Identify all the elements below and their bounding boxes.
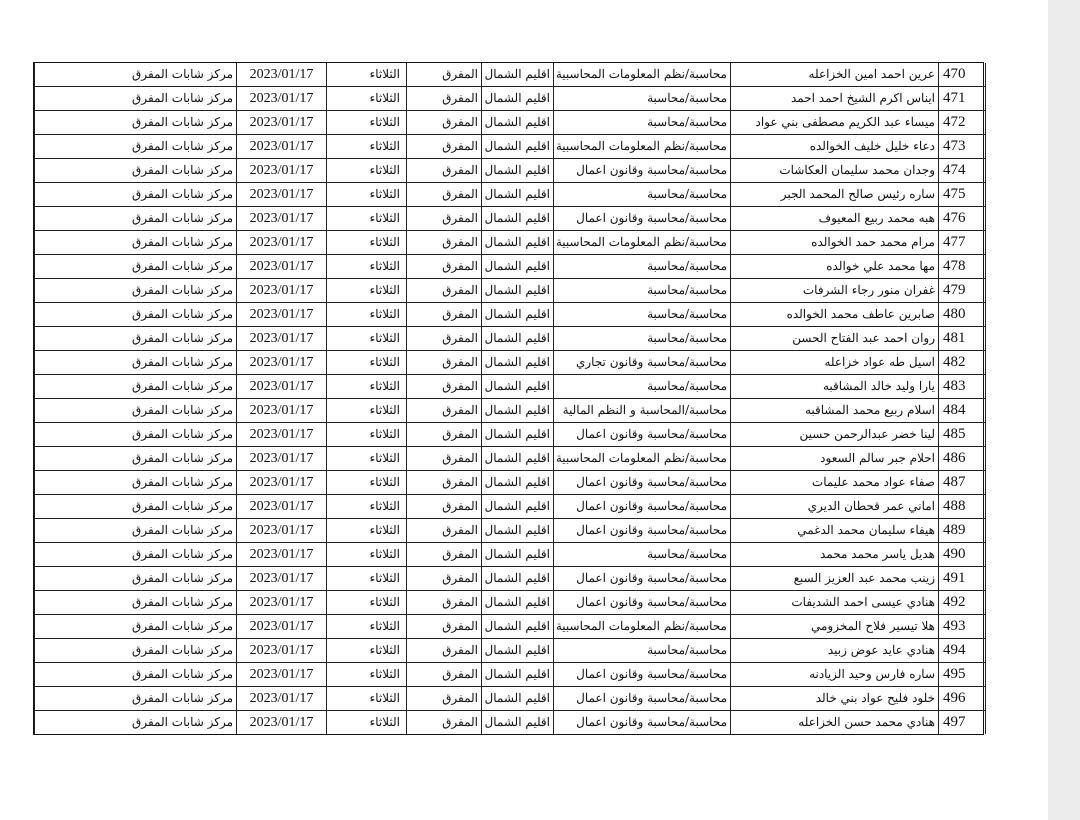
city-cell: المفرق: [407, 471, 482, 495]
exam-center-cell: مركز شابات المفرق: [35, 663, 237, 687]
applicant-name-cell: هيفاء سليمان محمد الدغمي: [731, 519, 939, 543]
applicant-name-cell: خلود فليح عواد بني خالد: [731, 687, 939, 711]
exam-center-cell: مركز شابات المفرق: [35, 447, 237, 471]
exam-day-cell: الثلاثاء: [327, 711, 407, 735]
table-row: [35, 351, 986, 375]
exam-day-cell: الثلاثاء: [327, 543, 407, 567]
exam-center-cell: مركز شابات المفرق: [35, 303, 237, 327]
applicant-name-cell: هديل ياسر محمد محمد: [731, 543, 939, 567]
city-cell: المفرق: [407, 183, 482, 207]
specialization-cell: محاسبة/محاسبة وقانون اعمال: [554, 423, 731, 447]
row-number-cell: 476: [939, 207, 986, 231]
applicant-name-cell: صابرين عاطف محمد الخوالده: [731, 303, 939, 327]
exam-day-cell: الثلاثاء: [327, 135, 407, 159]
row-number-cell: 488: [939, 495, 986, 519]
exam-date-cell: 2023/01/17: [237, 135, 327, 159]
city-cell: المفرق: [407, 327, 482, 351]
applicant-name-cell: هنادي محمد حسن الخزاعله: [731, 711, 939, 735]
exam-center-cell: مركز شابات المفرق: [35, 111, 237, 135]
specialization-cell: محاسبة/محاسبة: [554, 543, 731, 567]
applicant-name-cell: ميساء عبد الكريم مصطفى بني عواد: [731, 111, 939, 135]
city-cell: المفرق: [407, 447, 482, 471]
row-number-cell: 480: [939, 303, 986, 327]
region-cell: اقليم الشمال: [482, 471, 554, 495]
exam-date-cell: 2023/01/17: [237, 327, 327, 351]
table-row: [35, 159, 986, 183]
region-cell: اقليم الشمال: [482, 87, 554, 111]
exam-center-cell: مركز شابات المفرق: [35, 543, 237, 567]
exam-day-cell: الثلاثاء: [327, 687, 407, 711]
exam-date-cell: 2023/01/17: [237, 111, 327, 135]
exam-date-cell: 2023/01/17: [237, 567, 327, 591]
applicant-name-cell: اسيل طه عواد خزاعله: [731, 351, 939, 375]
table-row: [35, 543, 986, 567]
specialization-cell: محاسبة/محاسبة وقانون اعمال: [554, 519, 731, 543]
city-cell: المفرق: [407, 87, 482, 111]
specialization-cell: محاسبة/محاسبة: [554, 303, 731, 327]
exam-date-cell: 2023/01/17: [237, 303, 327, 327]
applicant-name-cell: هنادي عيسى احمد الشديفات: [731, 591, 939, 615]
exam-center-cell: مركز شابات المفرق: [35, 327, 237, 351]
table-row: [35, 615, 986, 639]
exam-center-cell: مركز شابات المفرق: [35, 615, 237, 639]
city-cell: المفرق: [407, 543, 482, 567]
exam-center-cell: مركز شابات المفرق: [35, 159, 237, 183]
region-cell: اقليم الشمال: [482, 375, 554, 399]
exam-day-cell: الثلاثاء: [327, 567, 407, 591]
applicant-name-cell: يارا وليد خالد المشاقبه: [731, 375, 939, 399]
applicant-name-cell: غفران منور رجاء الشرفات: [731, 279, 939, 303]
exam-center-cell: مركز شابات المفرق: [35, 87, 237, 111]
city-cell: المفرق: [407, 159, 482, 183]
row-number-cell: 495: [939, 663, 986, 687]
table-row: [35, 399, 986, 423]
exam-day-cell: الثلاثاء: [327, 63, 407, 87]
exam-date-cell: 2023/01/17: [237, 207, 327, 231]
city-cell: المفرق: [407, 711, 482, 735]
table-row: [35, 303, 986, 327]
row-number-cell: 477: [939, 231, 986, 255]
exam-center-cell: مركز شابات المفرق: [35, 687, 237, 711]
applicant-name-cell: هبه محمد ربيع المعيوف: [731, 207, 939, 231]
applicant-name-cell: هنادي عايد عوض زبيد: [731, 639, 939, 663]
exam-center-cell: مركز شابات المفرق: [35, 183, 237, 207]
city-cell: المفرق: [407, 399, 482, 423]
city-cell: المفرق: [407, 351, 482, 375]
applicant-name-cell: ساره رئيس صالح المحمد الجبر: [731, 183, 939, 207]
row-number-cell: 483: [939, 375, 986, 399]
row-number-cell: 482: [939, 351, 986, 375]
region-cell: اقليم الشمال: [482, 327, 554, 351]
row-number-cell: 470: [939, 63, 986, 87]
exam-date-cell: 2023/01/17: [237, 423, 327, 447]
region-cell: اقليم الشمال: [482, 687, 554, 711]
row-number-cell: 471: [939, 87, 986, 111]
row-number-cell: 492: [939, 591, 986, 615]
exam-day-cell: الثلاثاء: [327, 303, 407, 327]
row-number-cell: 490: [939, 543, 986, 567]
specialization-cell: محاسبة/نظم المعلومات المحاسبية: [554, 447, 731, 471]
city-cell: المفرق: [407, 639, 482, 663]
specialization-cell: محاسبة/محاسبة: [554, 111, 731, 135]
row-number-cell: 485: [939, 423, 986, 447]
city-cell: المفرق: [407, 255, 482, 279]
applicant-name-cell: احلام جبر سالم السعود: [731, 447, 939, 471]
exam-center-cell: مركز شابات المفرق: [35, 63, 237, 87]
specialization-cell: محاسبة/نظم المعلومات المحاسبية: [554, 135, 731, 159]
applicant-name-cell: صفاء عواد محمد عليمات: [731, 471, 939, 495]
row-number-cell: 489: [939, 519, 986, 543]
exam-date-cell: 2023/01/17: [237, 375, 327, 399]
row-number-cell: 472: [939, 111, 986, 135]
exam-center-cell: مركز شابات المفرق: [35, 351, 237, 375]
specialization-cell: محاسبة/المحاسبة و النظم المالية: [554, 399, 731, 423]
table-row: [35, 447, 986, 471]
exam-day-cell: الثلاثاء: [327, 183, 407, 207]
row-number-cell: 484: [939, 399, 986, 423]
exam-day-cell: الثلاثاء: [327, 375, 407, 399]
specialization-cell: محاسبة/محاسبة: [554, 87, 731, 111]
applicant-name-cell: زينب محمد عبد العزيز السبع: [731, 567, 939, 591]
city-cell: المفرق: [407, 63, 482, 87]
table-row: [35, 255, 986, 279]
applicant-name-cell: ساره فارس وحيد الزيادنه: [731, 663, 939, 687]
city-cell: المفرق: [407, 279, 482, 303]
row-number-cell: 496: [939, 687, 986, 711]
table-row: [35, 327, 986, 351]
city-cell: المفرق: [407, 687, 482, 711]
specialization-cell: محاسبة/محاسبة: [554, 279, 731, 303]
table-row: [35, 663, 986, 687]
exam-date-cell: 2023/01/17: [237, 231, 327, 255]
region-cell: اقليم الشمال: [482, 63, 554, 87]
exam-date-cell: 2023/01/17: [237, 639, 327, 663]
exam-center-cell: مركز شابات المفرق: [35, 255, 237, 279]
table-row: [35, 135, 986, 159]
exam-date-cell: 2023/01/17: [237, 351, 327, 375]
specialization-cell: محاسبة/محاسبة وقانون اعمال: [554, 159, 731, 183]
exam-date-cell: 2023/01/17: [237, 687, 327, 711]
table-row: [35, 111, 986, 135]
exam-day-cell: الثلاثاء: [327, 279, 407, 303]
exam-day-cell: الثلاثاء: [327, 351, 407, 375]
applicant-name-cell: مرام محمد حمد الخوالده: [731, 231, 939, 255]
city-cell: المفرق: [407, 495, 482, 519]
exam-center-cell: مركز شابات المفرق: [35, 495, 237, 519]
exam-date-cell: 2023/01/17: [237, 591, 327, 615]
exam-date-cell: 2023/01/17: [237, 543, 327, 567]
applicant-name-cell: عرين احمد امين الخزاعله: [731, 63, 939, 87]
exam-day-cell: الثلاثاء: [327, 159, 407, 183]
table-row: [35, 567, 986, 591]
table-row: [35, 231, 986, 255]
region-cell: اقليم الشمال: [482, 615, 554, 639]
specialization-cell: محاسبة/محاسبة: [554, 183, 731, 207]
row-number-cell: 478: [939, 255, 986, 279]
region-cell: اقليم الشمال: [482, 495, 554, 519]
specialization-cell: محاسبة/محاسبة وقانون اعمال: [554, 567, 731, 591]
exam-day-cell: الثلاثاء: [327, 447, 407, 471]
exam-center-cell: مركز شابات المفرق: [35, 375, 237, 399]
specialization-cell: محاسبة/محاسبة: [554, 255, 731, 279]
applicant-name-cell: وجدان محمد سليمان العكاشات: [731, 159, 939, 183]
region-cell: اقليم الشمال: [482, 423, 554, 447]
exam-day-cell: الثلاثاء: [327, 519, 407, 543]
exam-date-cell: 2023/01/17: [237, 183, 327, 207]
region-cell: اقليم الشمال: [482, 447, 554, 471]
row-number-cell: 494: [939, 639, 986, 663]
row-number-cell: 479: [939, 279, 986, 303]
row-number-cell: 497: [939, 711, 986, 735]
exam-center-cell: مركز شابات المفرق: [35, 711, 237, 735]
row-number-cell: 474: [939, 159, 986, 183]
applicant-name-cell: روان احمد عبد الفتاح الحسن: [731, 327, 939, 351]
exam-date-cell: 2023/01/17: [237, 87, 327, 111]
region-cell: اقليم الشمال: [482, 135, 554, 159]
city-cell: المفرق: [407, 303, 482, 327]
city-cell: المفرق: [407, 615, 482, 639]
exam-center-cell: مركز شابات المفرق: [35, 135, 237, 159]
specialization-cell: محاسبة/محاسبة: [554, 327, 731, 351]
city-cell: المفرق: [407, 663, 482, 687]
exam-center-cell: مركز شابات المفرق: [35, 567, 237, 591]
specialization-cell: محاسبة/محاسبة وقانون اعمال: [554, 663, 731, 687]
exam-date-cell: 2023/01/17: [237, 255, 327, 279]
city-cell: المفرق: [407, 135, 482, 159]
applicant-name-cell: ايناس اكرم الشيخ احمد احمد: [731, 87, 939, 111]
region-cell: اقليم الشمال: [482, 303, 554, 327]
applicant-name-cell: هلا تيسير فلاح المخزومي: [731, 615, 939, 639]
specialization-cell: محاسبة/نظم المعلومات المحاسبية: [554, 231, 731, 255]
city-cell: المفرق: [407, 207, 482, 231]
table-row: [35, 63, 986, 87]
exam-day-cell: الثلاثاء: [327, 399, 407, 423]
region-cell: اقليم الشمال: [482, 639, 554, 663]
table-row: [35, 207, 986, 231]
row-number-cell: 481: [939, 327, 986, 351]
exam-center-cell: مركز شابات المفرق: [35, 231, 237, 255]
city-cell: المفرق: [407, 111, 482, 135]
specialization-cell: محاسبة/نظم المعلومات المحاسبية: [554, 63, 731, 87]
exam-day-cell: الثلاثاء: [327, 663, 407, 687]
city-cell: المفرق: [407, 375, 482, 399]
applicant-name-cell: لينا خضر عبدالرحمن حسين: [731, 423, 939, 447]
table-row: [35, 87, 986, 111]
exam-center-cell: مركز شابات المفرق: [35, 639, 237, 663]
specialization-cell: محاسبة/محاسبة وقانون اعمال: [554, 591, 731, 615]
region-cell: اقليم الشمال: [482, 591, 554, 615]
row-number-cell: 475: [939, 183, 986, 207]
specialization-cell: محاسبة/محاسبة وقانون اعمال: [554, 495, 731, 519]
table-row: [35, 423, 986, 447]
exam-day-cell: الثلاثاء: [327, 423, 407, 447]
region-cell: اقليم الشمال: [482, 711, 554, 735]
exam-date-cell: 2023/01/17: [237, 471, 327, 495]
city-cell: المفرق: [407, 519, 482, 543]
region-cell: اقليم الشمال: [482, 255, 554, 279]
exam-date-cell: 2023/01/17: [237, 519, 327, 543]
table-row: [35, 591, 986, 615]
table-row: [35, 471, 986, 495]
region-cell: اقليم الشمال: [482, 663, 554, 687]
applicant-name-cell: دعاء خليل خليف الخوالده: [731, 135, 939, 159]
table-row: [35, 687, 986, 711]
region-cell: اقليم الشمال: [482, 183, 554, 207]
city-cell: المفرق: [407, 423, 482, 447]
region-cell: اقليم الشمال: [482, 159, 554, 183]
exam-center-cell: مركز شابات المفرق: [35, 519, 237, 543]
exam-schedule-table: [33, 62, 984, 735]
exam-center-cell: مركز شابات المفرق: [35, 591, 237, 615]
applicant-name-cell: اسلام ربيع محمد المشاقبه: [731, 399, 939, 423]
region-cell: اقليم الشمال: [482, 231, 554, 255]
row-number-cell: 487: [939, 471, 986, 495]
table-row: [35, 375, 986, 399]
specialization-cell: محاسبة/نظم المعلومات المحاسبية: [554, 615, 731, 639]
exam-day-cell: الثلاثاء: [327, 471, 407, 495]
exam-center-cell: مركز شابات المفرق: [35, 423, 237, 447]
specialization-cell: محاسبة/محاسبة: [554, 639, 731, 663]
table-row: [35, 639, 986, 663]
exam-day-cell: الثلاثاء: [327, 615, 407, 639]
region-cell: اقليم الشمال: [482, 399, 554, 423]
row-number-cell: 473: [939, 135, 986, 159]
applicant-name-cell: اماني عمر قحطان الديري: [731, 495, 939, 519]
exam-center-cell: مركز شابات المفرق: [35, 471, 237, 495]
exam-day-cell: الثلاثاء: [327, 231, 407, 255]
specialization-cell: محاسبة/محاسبة وقانون اعمال: [554, 207, 731, 231]
region-cell: اقليم الشمال: [482, 111, 554, 135]
table-row: [35, 495, 986, 519]
exam-day-cell: الثلاثاء: [327, 495, 407, 519]
exam-day-cell: الثلاثاء: [327, 255, 407, 279]
exam-date-cell: 2023/01/17: [237, 663, 327, 687]
exam-day-cell: الثلاثاء: [327, 111, 407, 135]
region-cell: اقليم الشمال: [482, 351, 554, 375]
exam-date-cell: 2023/01/17: [237, 447, 327, 471]
table-row: [35, 279, 986, 303]
table-row: [35, 183, 986, 207]
row-number-cell: 486: [939, 447, 986, 471]
exam-day-cell: الثلاثاء: [327, 207, 407, 231]
region-cell: اقليم الشمال: [482, 567, 554, 591]
region-cell: اقليم الشمال: [482, 543, 554, 567]
city-cell: المفرق: [407, 567, 482, 591]
exam-day-cell: الثلاثاء: [327, 327, 407, 351]
exam-date-cell: 2023/01/17: [237, 399, 327, 423]
city-cell: المفرق: [407, 231, 482, 255]
exam-center-cell: مركز شابات المفرق: [35, 207, 237, 231]
exam-day-cell: الثلاثاء: [327, 591, 407, 615]
region-cell: اقليم الشمال: [482, 279, 554, 303]
specialization-cell: محاسبة/محاسبة وقانون اعمال: [554, 687, 731, 711]
table-body: [35, 63, 986, 734]
specialization-cell: محاسبة/محاسبة وقانون اعمال: [554, 711, 731, 735]
specialization-cell: محاسبة/محاسبة وقانون اعمال: [554, 471, 731, 495]
table-row: [35, 519, 986, 543]
exam-center-cell: مركز شابات المفرق: [35, 399, 237, 423]
exam-date-cell: 2023/01/17: [237, 615, 327, 639]
city-cell: المفرق: [407, 591, 482, 615]
exam-date-cell: 2023/01/17: [237, 495, 327, 519]
region-cell: اقليم الشمال: [482, 207, 554, 231]
exam-date-cell: 2023/01/17: [237, 159, 327, 183]
exam-day-cell: الثلاثاء: [327, 639, 407, 663]
applicant-name-cell: مها محمد علي خوالده: [731, 255, 939, 279]
exam-center-cell: مركز شابات المفرق: [35, 279, 237, 303]
row-number-cell: 491: [939, 567, 986, 591]
table-row: [35, 711, 986, 735]
specialization-cell: محاسبة/محاسبة: [554, 375, 731, 399]
specialization-cell: محاسبة/محاسبة وقانون تجاري: [554, 351, 731, 375]
exam-day-cell: الثلاثاء: [327, 87, 407, 111]
exam-date-cell: 2023/01/17: [237, 711, 327, 735]
exam-date-cell: 2023/01/17: [237, 63, 327, 87]
row-number-cell: 493: [939, 615, 986, 639]
region-cell: اقليم الشمال: [482, 519, 554, 543]
exam-date-cell: 2023/01/17: [237, 279, 327, 303]
